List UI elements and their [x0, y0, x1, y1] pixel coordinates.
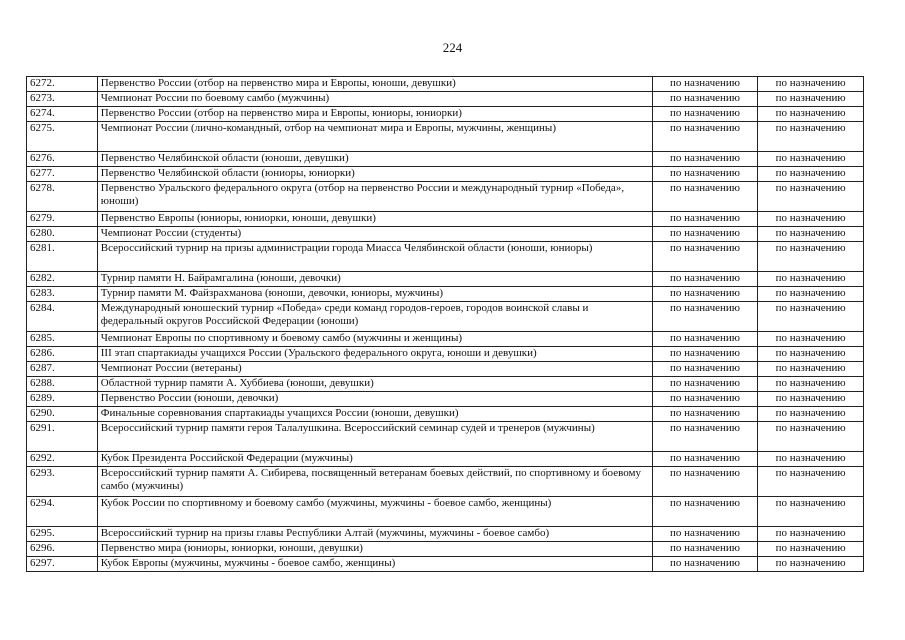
- table-row: [27, 227, 864, 242]
- event-number: 6283.: [27, 287, 98, 302]
- event-number: 6295.: [27, 527, 98, 542]
- event-name: Финальные соревнования спартакиады учащихся России (юноши, девушки): [97, 407, 652, 422]
- event-name: Чемпионат Европы по спортивному и боевому самбо (мужчины и женщины): [97, 332, 652, 347]
- event-col1: по назначению: [652, 92, 758, 107]
- event-name: Кубок Президента Российской Федерации (мужчины): [97, 452, 652, 467]
- event-col2: по назначению: [758, 92, 864, 107]
- event-col2: по назначению: [758, 452, 864, 467]
- event-col2: по назначению: [758, 377, 864, 392]
- event-number: 6277.: [27, 167, 98, 182]
- event-number: 6297.: [27, 557, 98, 572]
- event-name: Всероссийский турнир памяти А. Сибирева, посвященный ветеранам боевых действий, по спортивному и боевому самбо (мужчины): [97, 467, 652, 497]
- event-name: Первенство Уральского федерального округа (отбор на первенство России и международный турнир «Победа», юноши): [97, 182, 652, 212]
- event-col2: по назначению: [758, 347, 864, 362]
- event-number: 6285.: [27, 332, 98, 347]
- table-row: [27, 107, 864, 122]
- event-col2: по назначению: [758, 332, 864, 347]
- event-col1: по назначению: [652, 407, 758, 422]
- event-name: Кубок Европы (мужчины, мужчины - боевое самбо, женщины): [97, 557, 652, 572]
- event-number: 6288.: [27, 377, 98, 392]
- event-number: 6296.: [27, 542, 98, 557]
- event-col2: по назначению: [758, 497, 864, 527]
- event-number: 6290.: [27, 407, 98, 422]
- event-number: 6294.: [27, 497, 98, 527]
- event-name: Чемпионат России (ветераны): [97, 362, 652, 377]
- event-number: 6287.: [27, 362, 98, 377]
- table-row: [27, 407, 864, 422]
- event-col2: по назначению: [758, 167, 864, 182]
- page-number: 224: [442, 40, 463, 55]
- event-number: 6275.: [27, 122, 98, 152]
- table-row: [27, 542, 864, 557]
- event-name: Областной турнир памяти А. Хуббиева (юноши, девушки): [97, 377, 652, 392]
- event-name: Всероссийский турнир на призы администрации города Миасса Челябинской области (юноши, юниоры): [97, 242, 652, 272]
- event-name: Первенство Челябинской области (юноши, девушки): [97, 152, 652, 167]
- table-row: [27, 212, 864, 227]
- event-name: Чемпионат России (лично-командный, отбор на чемпионат мира и Европы, мужчины, женщины): [97, 122, 652, 152]
- event-col1: по назначению: [652, 347, 758, 362]
- event-name: Кубок России по спортивному и боевому самбо (мужчины, мужчины - боевое самбо, женщины): [97, 497, 652, 527]
- event-name: Первенство России (юноши, девочки): [97, 392, 652, 407]
- event-col2: по назначению: [758, 542, 864, 557]
- event-name: Первенство России (отбор на первенство мира и Европы, юноши, девушки): [97, 77, 652, 92]
- event-col2: по назначению: [758, 287, 864, 302]
- event-col2: по назначению: [758, 152, 864, 167]
- event-col2: по назначению: [758, 467, 864, 497]
- event-name: Международный юношеский турнир «Победа» среди команд городов-героев, городов воинской славы и федеральный округов Российской Федерации (юноши): [97, 302, 652, 332]
- event-number: 6281.: [27, 242, 98, 272]
- event-col2: по назначению: [758, 227, 864, 242]
- table-row: [27, 77, 864, 92]
- event-col1: по назначению: [652, 107, 758, 122]
- event-col2: по назначению: [758, 407, 864, 422]
- event-col2: по назначению: [758, 182, 864, 212]
- event-col1: по назначению: [652, 332, 758, 347]
- event-col2: по назначению: [758, 422, 864, 452]
- table-row: [27, 122, 864, 152]
- event-name: Первенство России (отбор на первенство мира и Европы, юниоры, юниорки): [97, 107, 652, 122]
- table-row: [27, 497, 864, 527]
- event-col1: по назначению: [652, 152, 758, 167]
- event-col1: по назначению: [652, 182, 758, 212]
- table-row: [27, 272, 864, 287]
- event-col1: по назначению: [652, 272, 758, 287]
- table-row: [27, 362, 864, 377]
- event-col1: по назначению: [652, 77, 758, 92]
- event-col2: по назначению: [758, 302, 864, 332]
- table-row: [27, 377, 864, 392]
- event-col2: по назначению: [758, 122, 864, 152]
- event-col2: по назначению: [758, 527, 864, 542]
- event-col1: по назначению: [652, 452, 758, 467]
- event-name: Турнир памяти М. Файзрахманова (юноши, девочки, юниоры, мужчины): [97, 287, 652, 302]
- event-col2: по назначению: [758, 272, 864, 287]
- table-row: [27, 392, 864, 407]
- event-number: 6279.: [27, 212, 98, 227]
- table-row: [27, 467, 864, 497]
- event-number: 6284.: [27, 302, 98, 332]
- event-number: 6286.: [27, 347, 98, 362]
- event-col1: по назначению: [652, 542, 758, 557]
- table-row: [27, 152, 864, 167]
- event-name: Всероссийский турнир памяти героя Талалушкина. Всероссийский семинар судей и тренеров (мужчины): [97, 422, 652, 452]
- event-col1: по назначению: [652, 527, 758, 542]
- event-name: Первенство мира (юниоры, юниорки, юноши, девушки): [97, 542, 652, 557]
- event-col1: по назначению: [652, 167, 758, 182]
- table-row: [27, 527, 864, 542]
- event-col2: по назначению: [758, 557, 864, 572]
- event-col1: по назначению: [652, 392, 758, 407]
- events-table-body: [27, 77, 864, 572]
- table-row: [27, 302, 864, 332]
- table-row: [27, 422, 864, 452]
- event-number: 6273.: [27, 92, 98, 107]
- table-row: [27, 182, 864, 212]
- event-col1: по назначению: [652, 242, 758, 272]
- event-number: 6292.: [27, 452, 98, 467]
- event-name: Первенство Челябинской области (юниоры, юниорки): [97, 167, 652, 182]
- table-row: [27, 167, 864, 182]
- event-number: 6278.: [27, 182, 98, 212]
- events-table: [26, 76, 864, 572]
- event-number: 6291.: [27, 422, 98, 452]
- event-col2: по назначению: [758, 212, 864, 227]
- event-col1: по назначению: [652, 227, 758, 242]
- table-row: [27, 92, 864, 107]
- event-name: Всероссийский турнир на призы главы Республики Алтай (мужчины, мужчины - боевое самбо): [97, 527, 652, 542]
- table-row: [27, 287, 864, 302]
- table-row: [27, 242, 864, 272]
- event-number: 6274.: [27, 107, 98, 122]
- event-col1: по назначению: [652, 377, 758, 392]
- event-number: 6289.: [27, 392, 98, 407]
- event-name: Первенство Европы (юниоры, юниорки, юноши, девушки): [97, 212, 652, 227]
- event-name: Турнир памяти Н. Байрамгалина (юноши, девочки): [97, 272, 652, 287]
- event-number: 6276.: [27, 152, 98, 167]
- event-col1: по назначению: [652, 467, 758, 497]
- event-col1: по назначению: [652, 422, 758, 452]
- event-col1: по назначению: [652, 287, 758, 302]
- event-number: 6293.: [27, 467, 98, 497]
- table-row: [27, 332, 864, 347]
- event-number: 6280.: [27, 227, 98, 242]
- event-col2: по назначению: [758, 77, 864, 92]
- table-row: [27, 557, 864, 572]
- event-name: Чемпионат России (студенты): [97, 227, 652, 242]
- event-col1: по назначению: [652, 212, 758, 227]
- event-number: 6272.: [27, 77, 98, 92]
- event-col1: по назначению: [652, 497, 758, 527]
- event-number: 6282.: [27, 272, 98, 287]
- event-col1: по назначению: [652, 557, 758, 572]
- table-row: [27, 347, 864, 362]
- event-col2: по назначению: [758, 242, 864, 272]
- event-col1: по назначению: [652, 302, 758, 332]
- event-col2: по назначению: [758, 362, 864, 377]
- event-name: Чемпионат России по боевому самбо (мужчины): [97, 92, 652, 107]
- event-name: III этап спартакиады учащихся России (Уральского федерального округа, юноши и девушки): [97, 347, 652, 362]
- table-row: [27, 452, 864, 467]
- event-col1: по назначению: [652, 362, 758, 377]
- event-col2: по назначению: [758, 392, 864, 407]
- event-col1: по назначению: [652, 122, 758, 152]
- event-col2: по назначению: [758, 107, 864, 122]
